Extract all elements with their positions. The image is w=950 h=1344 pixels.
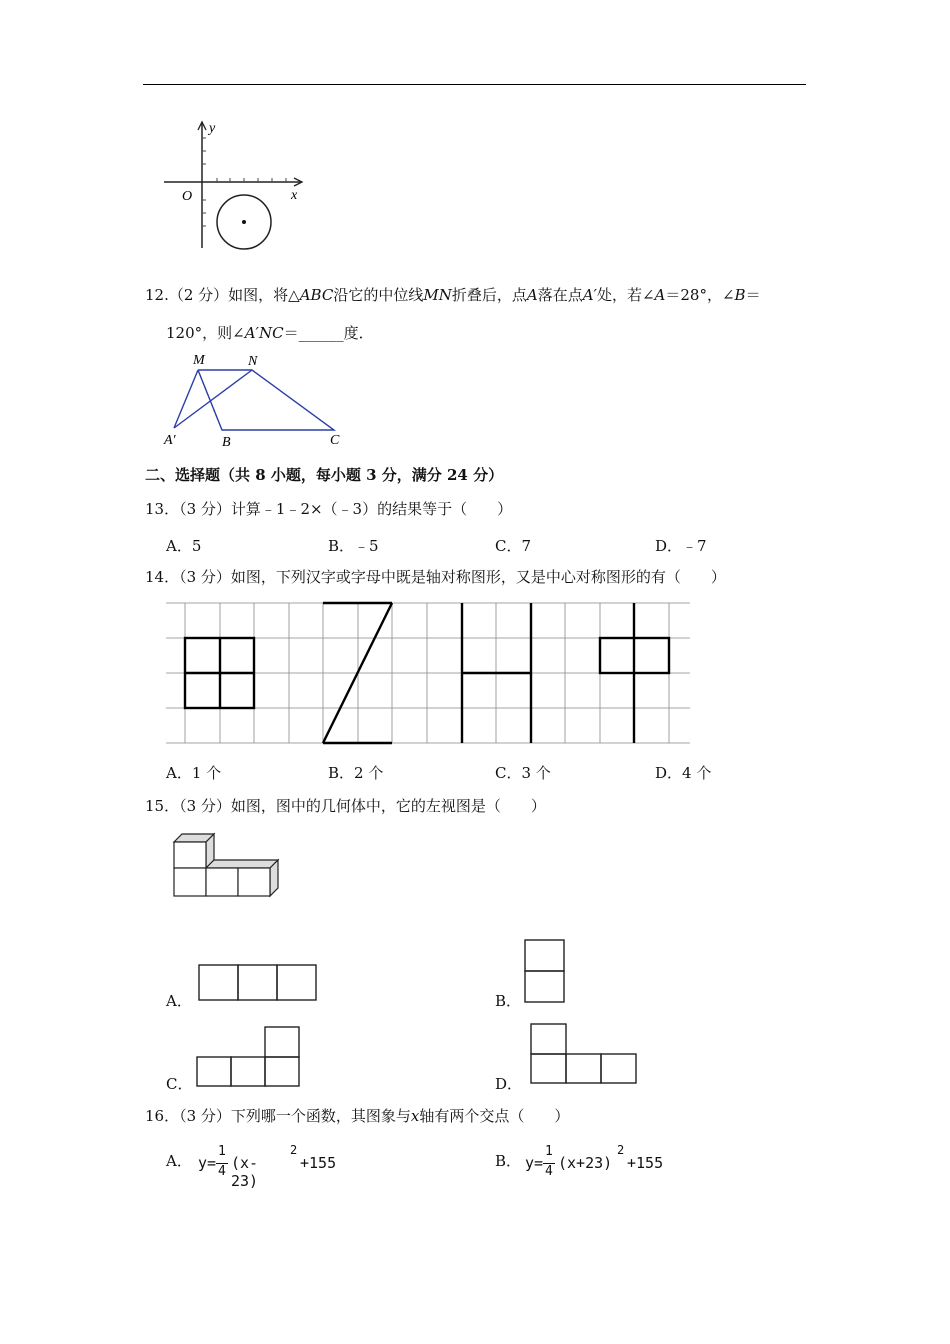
q13-option-a[interactable]: A．5 [166, 537, 202, 555]
q15-option-b-figure[interactable] [523, 938, 567, 1006]
q15-stem: 15．（3 分）如图，图中的几何体中，它的左视图是（ ） [145, 797, 546, 815]
q14-grid-figure [166, 602, 692, 747]
q15-option-b-label[interactable]: B． [495, 992, 522, 1010]
x-label: x [291, 188, 298, 203]
q12-stem-line2: 120°，则∠A′NC＝______度． [166, 324, 374, 342]
header-rule [143, 84, 806, 85]
q14-stem: 14．（3 分）如图，下列汉字或字母中既是轴对称图形，又是中心对称图形的有（ ） [145, 568, 726, 586]
label-M: M [193, 353, 205, 368]
letter-H [462, 603, 531, 743]
q14-option-b[interactable]: B．2 个 [328, 764, 384, 782]
q16-stem: 16．（3 分）下列哪一个函数，其图象与x轴有两个交点（ ） [145, 1107, 570, 1125]
label-C: C [330, 433, 340, 448]
q13-option-c[interactable]: C．7 [495, 537, 532, 555]
q15-option-d-label[interactable]: D． [495, 1075, 523, 1093]
q15-option-c-figure[interactable] [195, 1025, 305, 1089]
q16-option-b-label[interactable]: B． [495, 1152, 522, 1170]
q15-option-a-figure[interactable] [197, 963, 319, 1003]
q11-coordinate-figure [160, 118, 310, 258]
circle-center [242, 220, 246, 224]
label-N: N [248, 354, 258, 369]
section2-title: 二、选择题（共 8 小题，每小题 3 分，满分 24 分） [145, 466, 504, 484]
origin-label: O [182, 189, 193, 204]
q13-option-b[interactable]: B．﹣5 [328, 537, 379, 555]
q13-stem: 13．（3 分）计算﹣1﹣2×（﹣3）的结果等于（ ） [145, 500, 513, 518]
q14-option-a[interactable]: A．1 个 [166, 764, 222, 782]
q16-option-a-label[interactable]: A． [166, 1152, 192, 1170]
y-label: y [209, 121, 216, 136]
q12-stem-line1: 12.（2 分）如图，将△ABC沿它的中位线MN折叠后，点A落在点A′处，若∠A＝28°，∠B＝ [145, 286, 761, 304]
q15-option-a-label[interactable]: A． [166, 992, 192, 1010]
label-A-prime: A′ [164, 433, 176, 448]
char-tian [185, 638, 254, 708]
q15-option-d-figure[interactable] [529, 1022, 639, 1086]
q14-option-d[interactable]: D．4 个 [655, 764, 712, 782]
q12-fold-figure [160, 350, 350, 450]
char-shen [600, 603, 669, 743]
label-B: B [222, 435, 231, 450]
q15-solid-figure [170, 830, 290, 902]
q13-option-d[interactable]: D．﹣7 [655, 537, 707, 555]
q15-option-c-label[interactable]: C． [166, 1075, 193, 1093]
q14-option-c[interactable]: C．3 个 [495, 764, 551, 782]
